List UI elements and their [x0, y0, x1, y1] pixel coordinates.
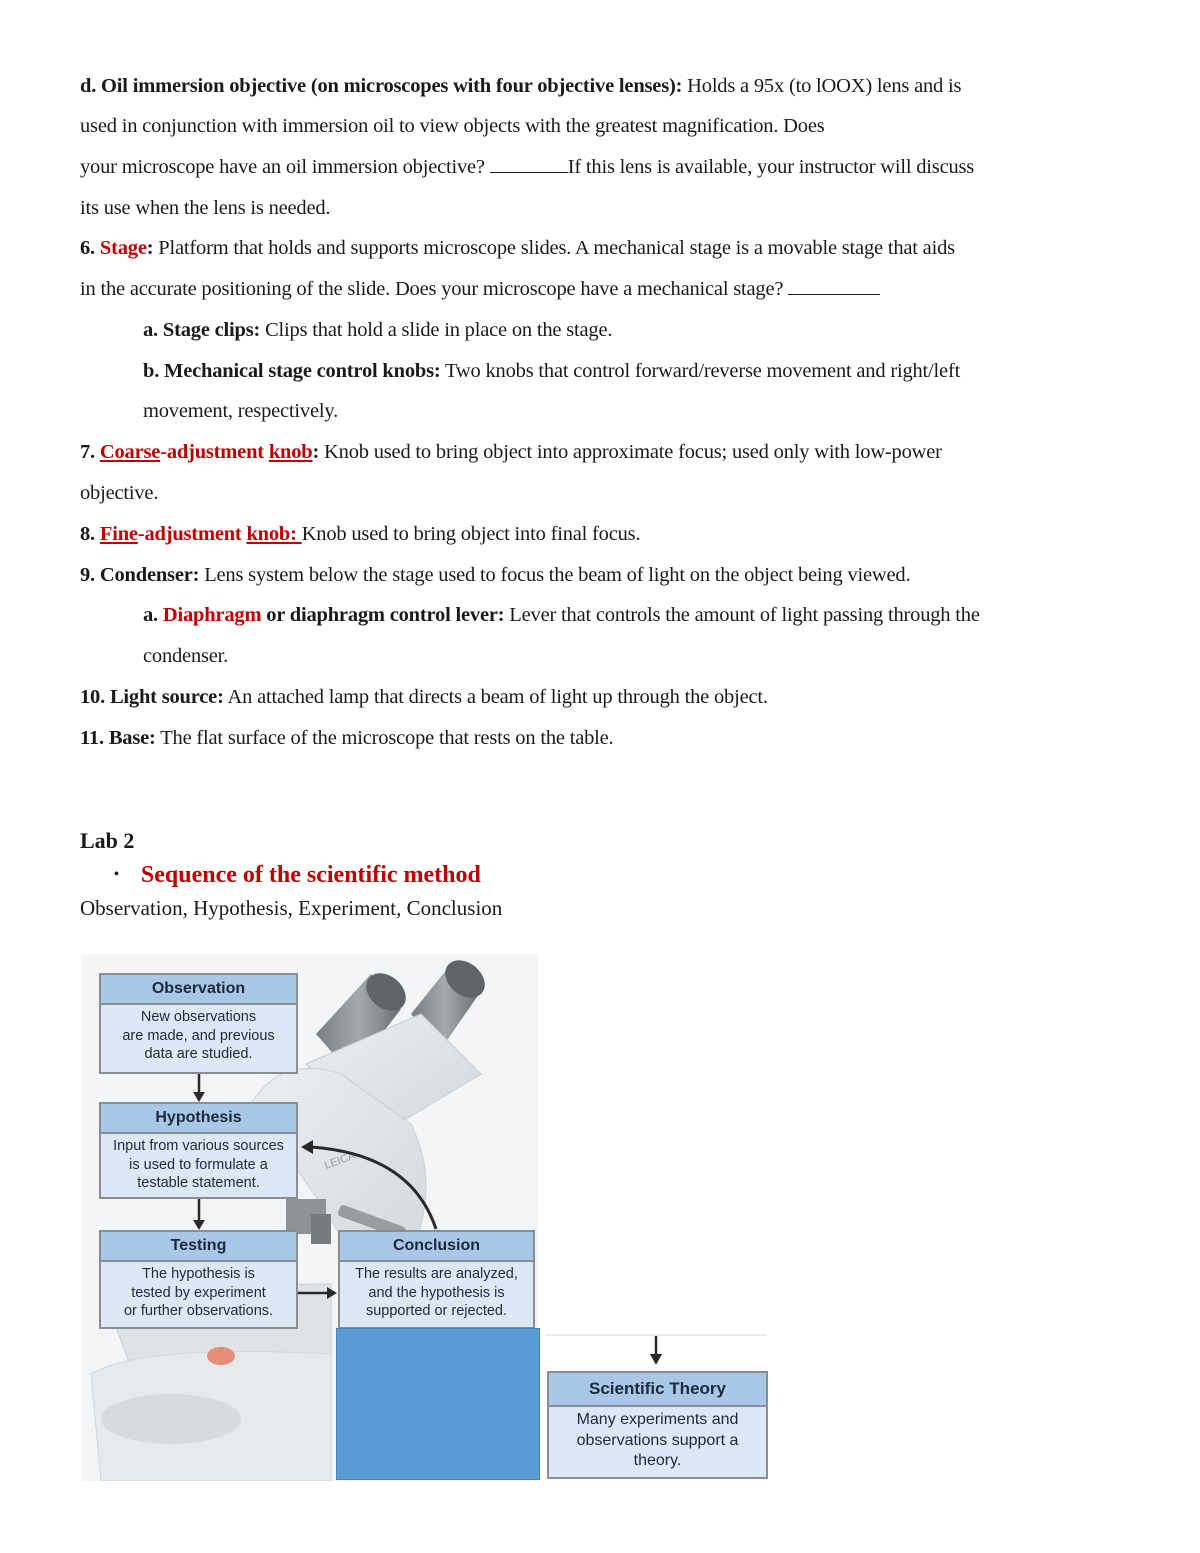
lab2-heading: Lab 2 [80, 828, 135, 853]
lab2-sequence-text: Observation, Hypothesis, Experiment, Conclusion [80, 896, 503, 920]
scope-brand-text: LEICA [322, 1149, 357, 1172]
stage-knobs-line-2: movement, respectively. [143, 400, 339, 422]
conclusion-box: Conclusion The results are analyzed, and the hypothesis is supported or rejected. [338, 1230, 535, 1329]
coarse-term: Coarse [99, 441, 161, 463]
coarse-knob-line-1: 7. Coarse-adjustment knob: Knob used to bring object into approximate focus; used only with low-power [80, 441, 942, 463]
lab2-subheading: Sequence of the scientific method [140, 862, 481, 888]
stage-term: Stage [99, 237, 147, 259]
testing-box: Testing The hypothesis is tested by experiment or further observations. [99, 1230, 298, 1329]
bullet-icon: • [114, 867, 119, 882]
oil-immersion-line-4: its use when the lens is needed. [80, 197, 331, 219]
oil-immersion-line-3: your microscope have an oil immersion objective? If this lens is available, your instructor will discuss [80, 156, 975, 178]
oil-immersion-line-1: d. Oil immersion objective (on microscopes with four objective lenses): Holds a 95x (to lOOX) lens and is [80, 75, 962, 97]
observation-box: Observation New observations are made, and previous data are studied. [99, 973, 298, 1074]
stage-line-1: 6. Stage: Platform that holds and supports microscope slides. A mechanical stage is a movable stage that aids [80, 237, 955, 259]
fine-term: Fine [99, 523, 138, 545]
coarse-knob-line-2: objective. [80, 482, 159, 504]
fine-knob-line: 8. Fine-adjustment knob: Knob used to bring object into final focus. [80, 523, 641, 545]
answer-blank-oil [490, 154, 568, 173]
base-line: 11. Base: The flat surface of the microscope that rests on the table. [80, 727, 614, 749]
stage-line-2: in the accurate positioning of the slide. Does your microscope have a mechanical stage? [80, 275, 1140, 303]
lab2-bullet-item [114, 862, 481, 889]
observation-title: Observation [101, 975, 296, 1005]
oil-immersion-label: d. Oil immersion objective (on microscopes with four objective lenses): [80, 75, 683, 97]
hypothesis-title: Hypothesis [101, 1104, 296, 1134]
conclusion-title: Conclusion [340, 1232, 533, 1262]
oil-immersion-line-2: used in conjunction with immersion oil to view objects with the greatest magnification. Does [80, 115, 825, 137]
light-source-line: 10. Light source: An attached lamp that directs a beam of light up through the object. [80, 686, 768, 708]
stage-clips-line: a. Stage clips: Clips that hold a slide in place on the stage. [143, 319, 613, 341]
diaphragm-term: Diaphragm [162, 604, 262, 626]
blue-overlay-rect [336, 1328, 540, 1480]
diaphragm-line-2: condenser. [143, 645, 229, 667]
answer-blank-stage [788, 276, 880, 295]
condenser-line: 9. Condenser: Lens system below the stage used to focus the beam of light on the object being viewed. [80, 564, 911, 586]
scientific-theory-title: Scientific Theory [549, 1373, 766, 1407]
diaphragm-line-1: a. Diaphragm or diaphragm control lever: Lever that controls the amount of light passing through the [143, 604, 980, 626]
scientific-theory-box: Scientific Theory Many experiments and observations support a theory. [547, 1371, 768, 1479]
testing-title: Testing [101, 1232, 296, 1262]
hypothesis-box: Hypothesis Input from various sources is used to formulate a testable statement. [99, 1102, 298, 1199]
stage-knobs-line-1: b. Mechanical stage control knobs: Two knobs that control forward/reverse movement and right/left [143, 360, 961, 382]
